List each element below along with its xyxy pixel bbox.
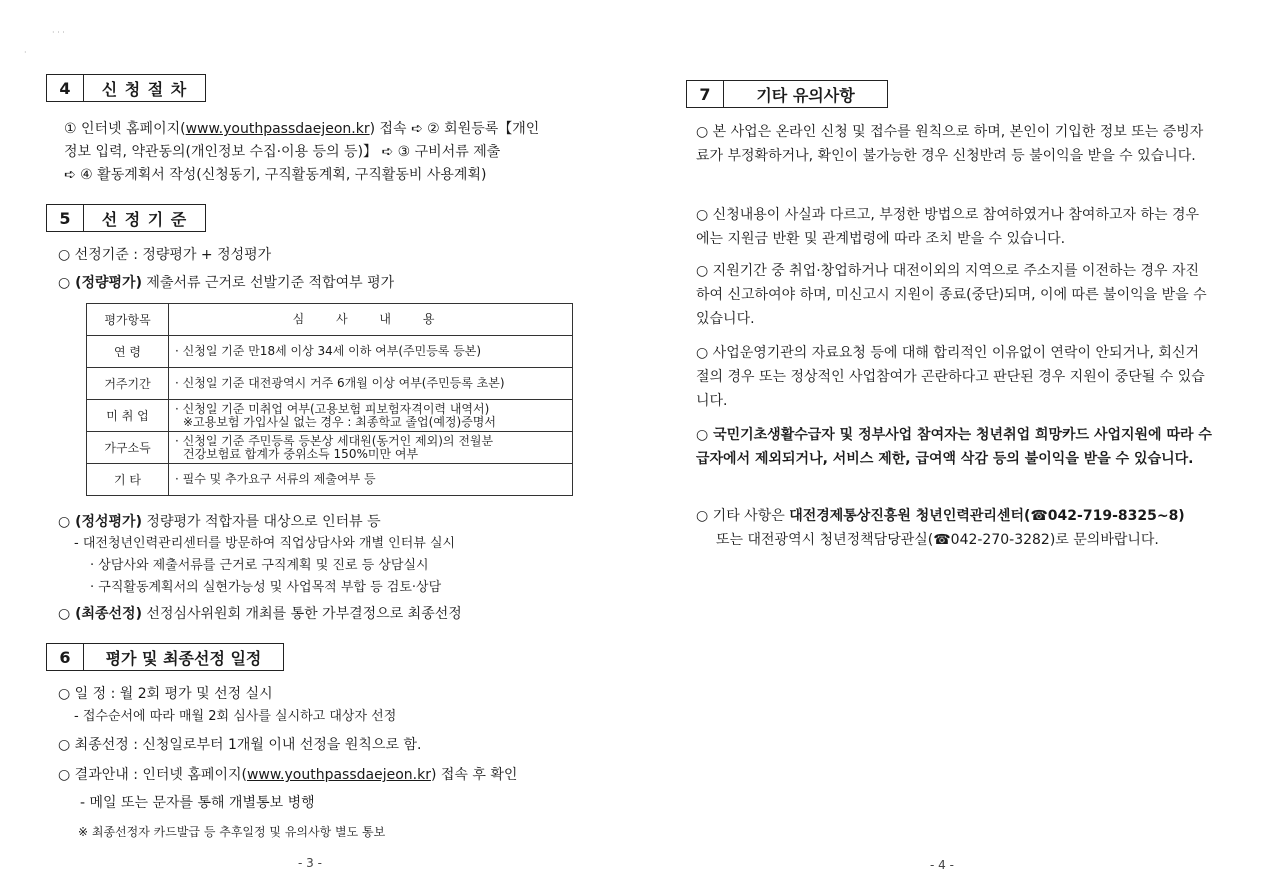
text-segment: 또는 대전광역시 청년정책담당관실(☎042-270-3282)로 문의바랍니다. bbox=[716, 532, 1159, 548]
final-selection-item: ○ 최종선정 : 신청일로부터 1개월 이내 선정을 원칙으로 함. bbox=[58, 737, 422, 753]
result-notice-item bbox=[58, 764, 517, 786]
row-content: · 신청일 기준 대전광역시 거주 6개월 이상 여부(주민등록 초본) bbox=[169, 368, 573, 400]
text-segment: · 신청일 기준 미취업 여부(고용보험 피보험자격이력 내역서) bbox=[175, 401, 490, 416]
text-segment: ○ 결과안내 : 인터넷 홈페이지( bbox=[58, 767, 247, 783]
table-header-row bbox=[87, 304, 573, 336]
section-title: 신 청 절 차 bbox=[101, 79, 188, 99]
scan-marks: · bbox=[24, 48, 27, 57]
table-row bbox=[87, 368, 573, 400]
row-content bbox=[169, 432, 573, 464]
schedule-item: ○ 일 정 : 월 2회 평가 및 선정 실시 bbox=[58, 686, 273, 702]
table-row bbox=[87, 464, 573, 496]
note: ※ 최종선정자 카드발급 등 추후일정 및 유의사항 별도 통보 bbox=[78, 825, 386, 839]
page-number: - 3 - bbox=[298, 856, 322, 870]
text-segment: 심 사 내 용 bbox=[292, 312, 449, 326]
table-row bbox=[87, 336, 573, 368]
text-segment: 제출서류 근거로 선발기준 적합여부 평가 bbox=[141, 275, 395, 291]
text-segment: 선정심사위원회 개최를 통한 가부결정으로 최종선정 bbox=[141, 606, 462, 622]
qualitative-eval bbox=[58, 511, 381, 533]
row-item: 미 취 업 bbox=[87, 400, 169, 432]
notice-item-1: ○ 본 사업은 온라인 신청 및 접수를 원칙으로 하며, 본인이 기입한 정보 또는 증빙자료가 부정확하거나, 확인이 불가능한 경우 신청반려 등 불이익을 받을 수 있습니다. bbox=[696, 124, 1204, 164]
row-content: · 필수 및 추가요구 서류의 제출여부 등 bbox=[169, 464, 573, 496]
text-segment: · 신청일 기준 주민등록 등본상 세대원(동거인 제외)의 전월분 bbox=[175, 433, 494, 448]
row-content: · 신청일 기준 만18세 이상 34세 이하 여부(주민등록 등본) bbox=[169, 336, 573, 368]
notice-item-2: ○ 신청내용이 사실과 다르고, 부정한 방법으로 참여하였거나 참여하고자 하는 경우에는 지원금 반환 및 관계법령에 따라 조치 받을 수 있습니다. bbox=[696, 207, 1200, 247]
label: ○ (최종선정) bbox=[58, 606, 142, 622]
qualitative-sub-2: · 상담사와 제출서류를 근거로 구직계획 및 진로 등 상담실시 bbox=[90, 558, 429, 573]
section-number: 7 bbox=[687, 81, 724, 107]
notice-item-3: ○ 지원기간 중 취업·창업하거나 대전이외의 지역으로 주소지를 이전하는 경우 자진하여 신고하여야 하며, 미신고시 지원이 종료(중단)되며, 이에 따른 불이익을 받을 수 있습니다. bbox=[696, 263, 1207, 327]
section-5-header bbox=[46, 204, 206, 232]
section-6-header bbox=[46, 643, 284, 671]
scan-marks: · · · bbox=[52, 28, 65, 37]
text-segment: ○ 기타 사항은 bbox=[696, 508, 790, 524]
section-7-header bbox=[686, 80, 888, 108]
contact-item bbox=[696, 504, 1216, 552]
homepage-link[interactable]: www.youthpassdaejeon.kr bbox=[246, 767, 431, 783]
qualitative-sub-1: - 대전청년인력관리센터를 방문하여 직업상담사와 개별 인터뷰 실시 bbox=[74, 536, 456, 551]
section-title: 기타 유의사항 bbox=[756, 85, 855, 105]
text-segment: 정량평가 적합자를 대상으로 인터뷰 등 bbox=[141, 514, 381, 530]
notice-item-5: ○ 국민기초생활수급자 및 정부사업 참여자는 청년취업 희망카드 사업지원에 따라 수급자에서 제외되거나, 서비스 제한, 급여액 삭감 등의 불이익을 받을 수 있습니다. bbox=[696, 427, 1212, 467]
section-4-header bbox=[46, 74, 206, 102]
row-item: 가구소득 bbox=[87, 432, 169, 464]
row-item: 연 령 bbox=[87, 336, 169, 368]
section-number: 5 bbox=[47, 205, 84, 231]
procedure-line-3: ➪ ④ 활동계획서 작성(신청동기, 구직활동계획, 구직활동비 사용계획) bbox=[64, 167, 487, 183]
section-number: 4 bbox=[47, 75, 84, 101]
text-segment: ※고용보험 가입사실 없는 경우 : 최종학교 졸업(예정)증명서 bbox=[183, 414, 496, 429]
result-notice-sub: - 메일 또는 문자를 통해 개별통보 병행 bbox=[80, 795, 315, 811]
evaluation-table bbox=[86, 303, 573, 496]
final-selection bbox=[58, 603, 462, 625]
table-row bbox=[87, 432, 573, 464]
section-number: 6 bbox=[47, 644, 84, 670]
header-content bbox=[169, 304, 573, 336]
row-content bbox=[169, 400, 573, 432]
label: ○ (정성평가) bbox=[58, 514, 142, 530]
procedure-line-1 bbox=[64, 118, 539, 140]
schedule-sub: - 접수순서에 따라 매월 2회 심사를 실시하고 대상자 선정 bbox=[74, 709, 397, 724]
section-title: 선 정 기 준 bbox=[101, 209, 188, 229]
row-item: 거주기간 bbox=[87, 368, 169, 400]
page-number: - 4 - bbox=[930, 858, 954, 872]
header-item: 평가항목 bbox=[87, 304, 169, 336]
notice-item-4: ○ 사업운영기관의 자료요청 등에 대해 합리적인 이유없이 연락이 안되거나, 회신거절의 경우 또는 정상적인 사업참여가 곤란하다고 판단된 경우 지원이 중단될 수 있습니다. bbox=[696, 345, 1205, 409]
row-item: 기 타 bbox=[87, 464, 169, 496]
procedure-line-2: 정보 입력, 약관동의(개인정보 수집·이용 등의 등)】 ➪ ③ 구비서류 제출 bbox=[64, 144, 501, 160]
section-title: 평가 및 최종선정 일정 bbox=[105, 648, 262, 668]
quantitative-eval bbox=[58, 272, 394, 294]
text-segment: 건강보험료 합계가 중위소득 150%미만 여부 bbox=[183, 446, 419, 461]
text-segment: ① 인터넷 홈페이지( bbox=[64, 121, 186, 137]
table-row bbox=[87, 400, 573, 432]
label: ○ (정량평가) bbox=[58, 275, 142, 291]
homepage-link[interactable]: www.youthpassdaejeon.kr bbox=[185, 121, 370, 137]
text-segment: ) 접속 ➪ ② 회원등록【개인 bbox=[369, 121, 540, 137]
selection-criteria: ○ 선정기준 : 정량평가 + 정성평가 bbox=[58, 247, 272, 263]
contact-center: 대전경제통상진흥원 청년인력관리센터(☎042-719-8325~8) bbox=[789, 508, 1185, 524]
text-segment: ) 접속 후 확인 bbox=[430, 767, 518, 783]
qualitative-sub-3: · 구직활동계획서의 실현가능성 및 사업목적 부합 등 검토·상담 bbox=[90, 580, 442, 595]
